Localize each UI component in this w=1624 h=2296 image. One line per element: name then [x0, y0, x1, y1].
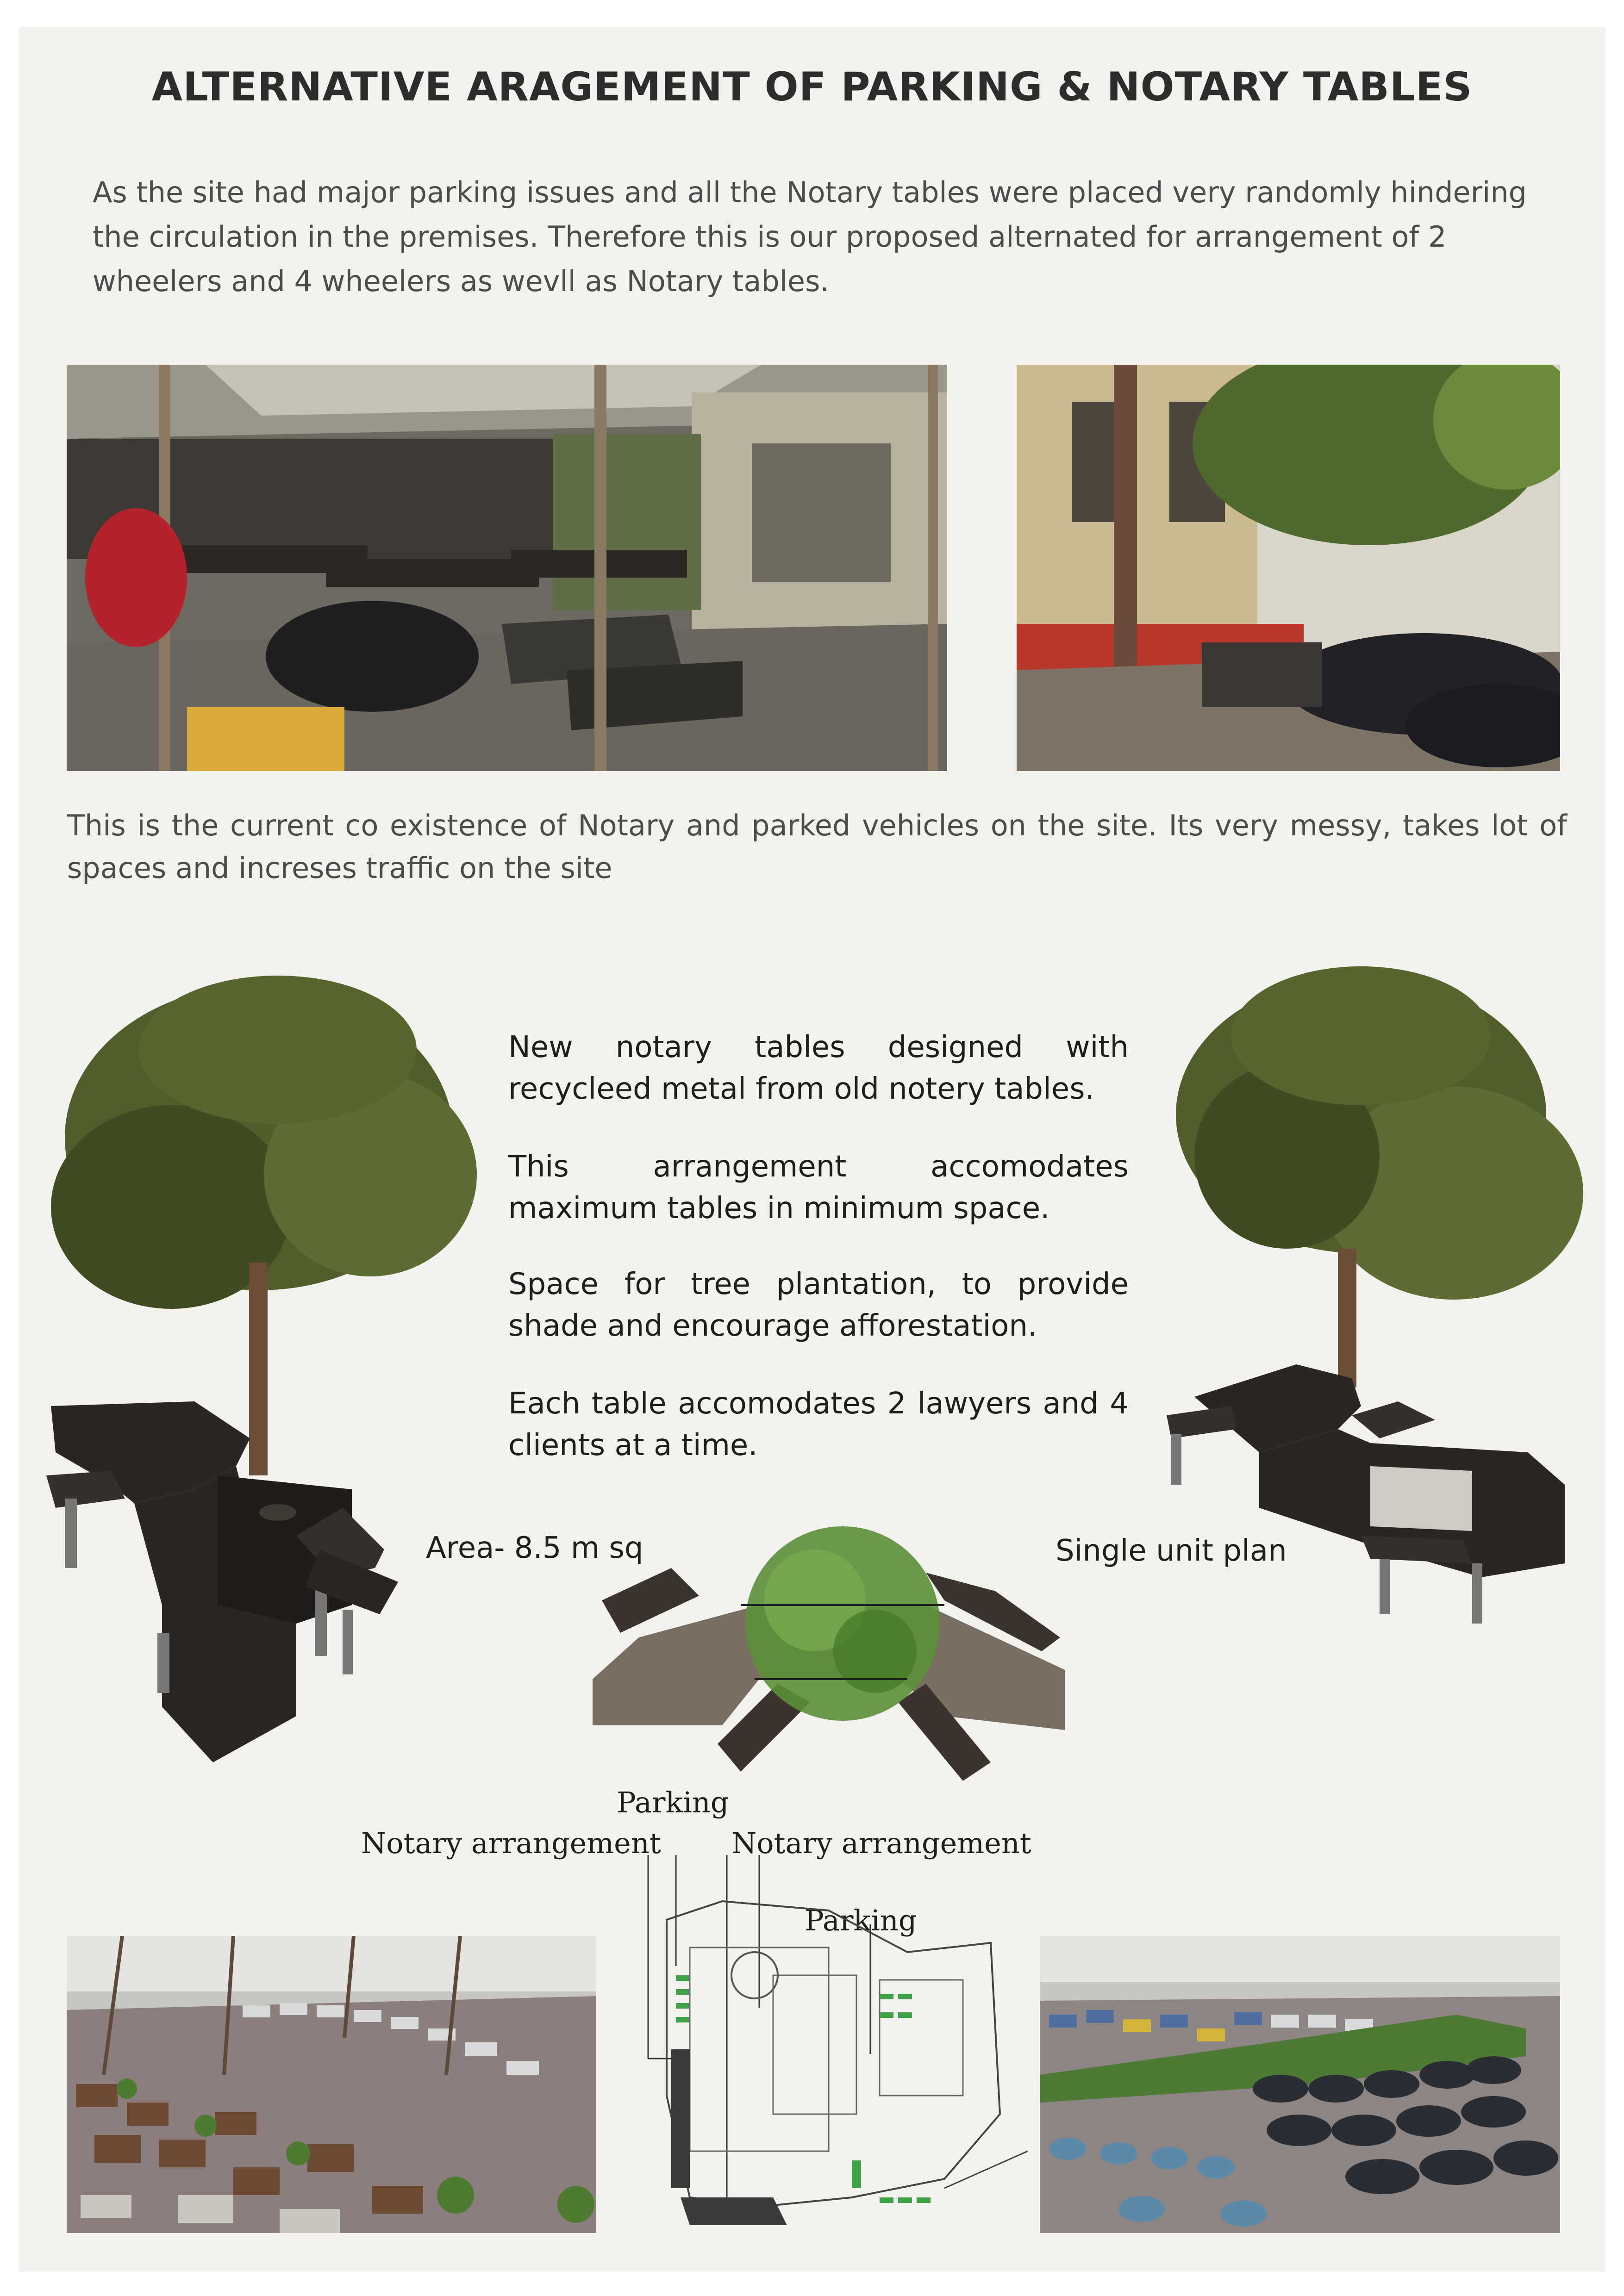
- photo-parked-two-wheelers: [1017, 365, 1560, 771]
- label-parking-top: Parking: [617, 1786, 729, 1819]
- area-label: Area- 8.5 m sq: [426, 1531, 643, 1565]
- tree-table-render-left: [19, 966, 532, 1767]
- render-notary-arrangement: [67, 1936, 596, 2233]
- label-notary-arrangement-left: Notary arrangement: [361, 1826, 661, 1860]
- feature-tree-plantation: Space for tree plantation, to provide shade and encourage afforestation.: [508, 1267, 1129, 1343]
- two-wheelers-photo-image: [1017, 365, 1560, 771]
- feature-seating-capacity: Each table accomodates 2 lawyers and 4 clients at a time.: [508, 1387, 1129, 1462]
- render-parking-arrangement: [1040, 1936, 1560, 2233]
- render-table-left: [19, 966, 532, 1767]
- feature-maximum-tables: This arrangement accomodates maximum tables in minimum space.: [508, 1150, 1129, 1226]
- single-unit-plan-label: Single unit plan: [1056, 1534, 1287, 1568]
- photos-caption: This is the current co existence of Notary and parked vehicles on the site. Its very messy, takes lot of spaces and increses traffic on the site: [67, 809, 1567, 885]
- notary-render-image: [67, 1936, 596, 2233]
- photo-current-notary-shed: [67, 365, 947, 771]
- unit-plan-svg: [593, 1485, 1083, 1790]
- page-title: ALTERNATIVE ARAGEMENT OF PARKING & NOTARY TABLES: [151, 64, 1473, 110]
- label-parking-right: Parking: [805, 1904, 917, 1937]
- site-plan-drawing: [620, 1855, 1037, 2234]
- poster-sheet: [19, 27, 1605, 2271]
- intro-paragraph: As the site had major parking issues and all the Notary tables were placed very randomly hindering the circulation in the premises. Therefore this is our proposed alternated for arrangement of 2 wheelers and 4 wheelers as wevll as Notary tables.: [93, 175, 1527, 298]
- notary-shed-photo-image: [67, 365, 947, 771]
- parking-render-image: [1040, 1936, 1560, 2233]
- single-unit-plan-drawing: [593, 1485, 1083, 1790]
- feature-recycled-metal: New notary tables designed with recycleed metal from old notery tables.: [508, 1030, 1129, 1106]
- label-notary-arrangement-right: Notary arrangement: [731, 1826, 1031, 1860]
- site-plan-svg: [620, 1855, 1037, 2234]
